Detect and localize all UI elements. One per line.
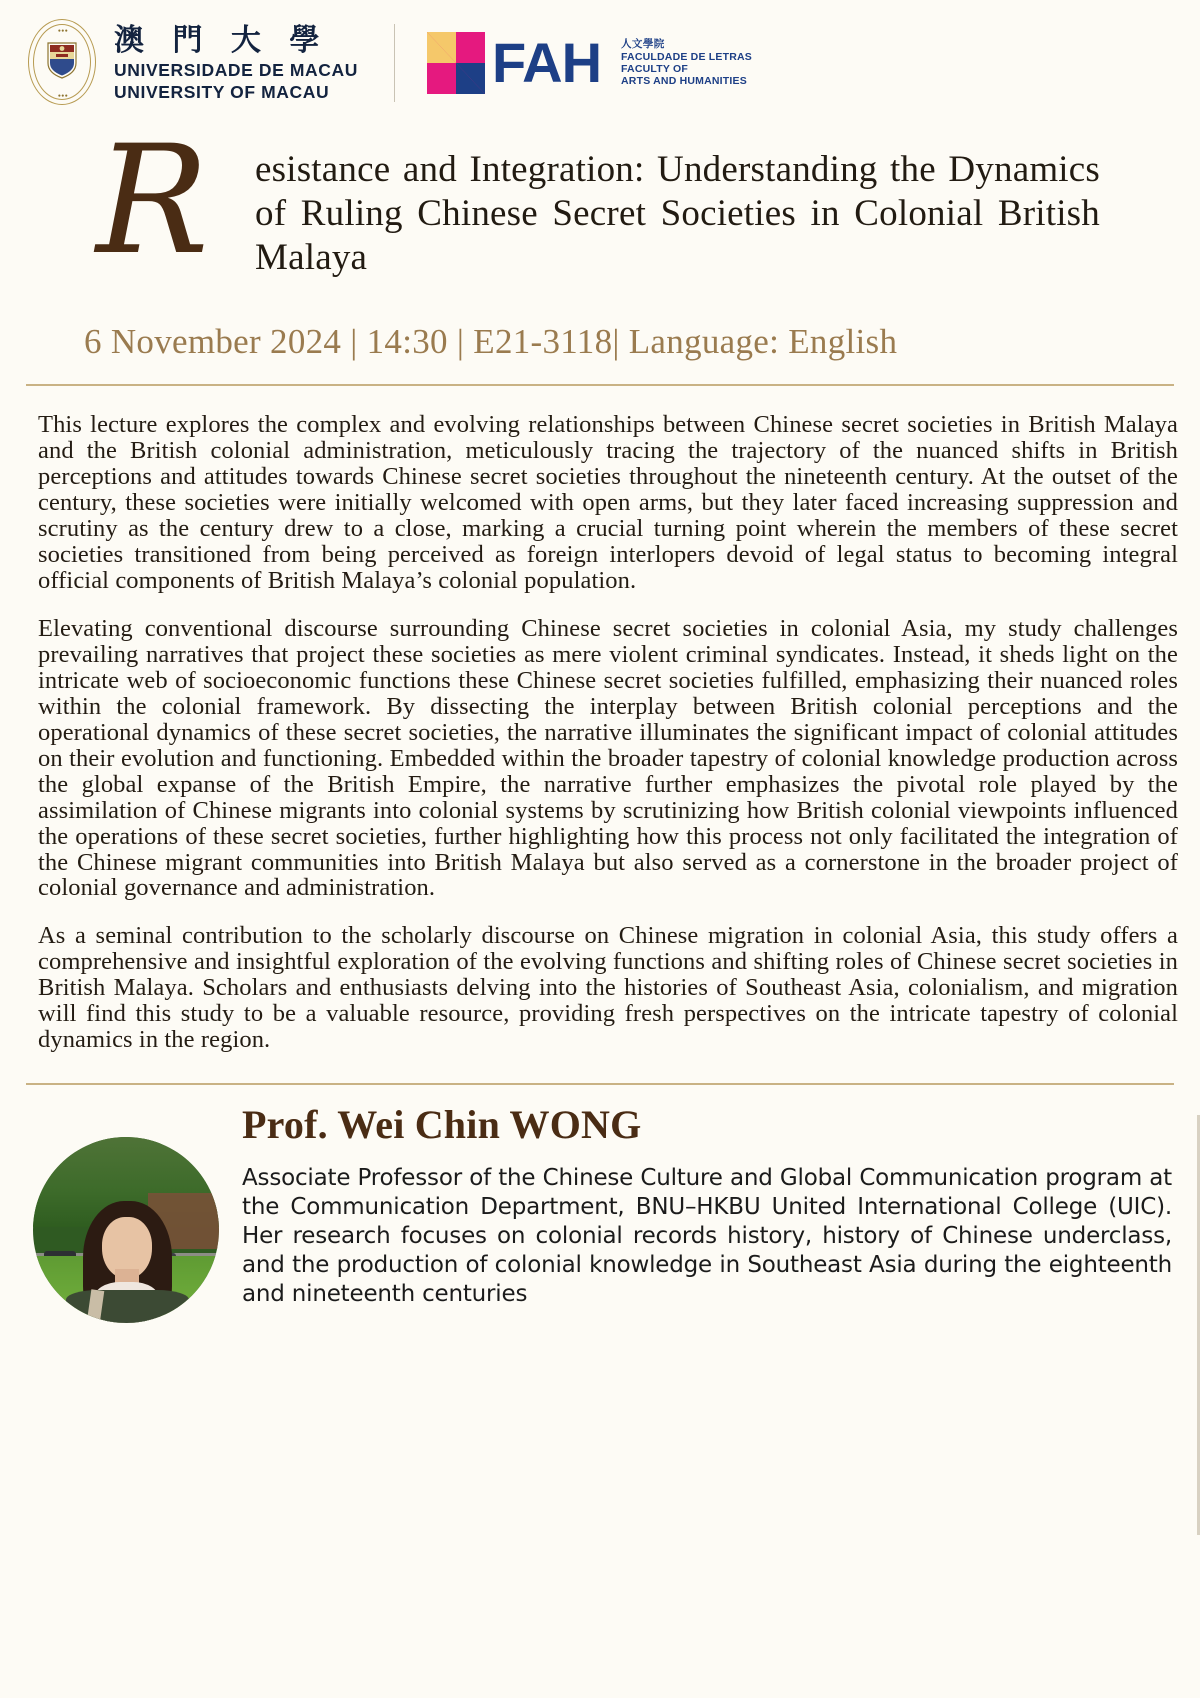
- abstract-paragraph-3: As a seminal contribution to the scholarly discourse on Chinese migration in colonial Asia, this study offers a comprehensive and insightful exploration of the evolving functions and shifting roles of Chinese secret societies in British Malaya. Scholars and enthusiasts delving into the histories of Southeast Asia, colonialism, and migration will find this study to be a valuable resource, providing fresh perspectives on the intricate tapestry of colonial dynamics in the region.: [38, 922, 1178, 1054]
- abstract-paragraph-1: This lecture explores the complex and evolving relationships between Chinese secret societies in British Malaya and the British colonial administration, meticulously tracing the trajectory of the nuanced shifts in British perceptions and attitudes towards Chinese secret societies throughout the nineteenth century. At the outset of the century, these societies were initially welcomed with open arms, but they later faced increasing suppression and scrutiny as the century drew to a close, marking a crucial turning point wherein the members of these secret societies transitioned from being perceived as foreign interlopers devoid of legal status to becoming integral official components of British Malaya’s colonial population.: [38, 411, 1178, 594]
- abstract-body: [0, 386, 1200, 1053]
- fah-wordmark: FAH: [492, 30, 602, 94]
- um-name-chinese: 澳 門 大 學: [114, 22, 329, 58]
- fah-name-chinese: 人文學院: [621, 38, 665, 51]
- speaker-portrait: [33, 1137, 219, 1323]
- speaker-info: [226, 1101, 1178, 1309]
- fah-name-portuguese: FACULDADE DE LETRAS: [621, 50, 752, 63]
- crest-shield-icon: [46, 39, 78, 79]
- crest-top-label: ●●●: [57, 29, 69, 34]
- fah-logo: [427, 32, 752, 94]
- crest-bottom-label: ●●●: [57, 94, 69, 99]
- fah-name-english-2: ARTS AND HUMANITIES: [621, 75, 747, 88]
- title-dropcap: R: [96, 114, 209, 288]
- logo-divider: [394, 24, 395, 102]
- um-name-english: UNIVERSITY OF MACAU: [114, 81, 330, 102]
- page-title: esistance and Integration: Understanding the Dynamics of Ruling Chinese Secret Societies in Colonial British Malaya: [255, 149, 1100, 279]
- speaker-name: Prof. Wei Chin WONG: [242, 1102, 642, 1148]
- um-name-portuguese: UNIVERSIDADE DE MACAU: [114, 60, 359, 81]
- university-crest-icon: [26, 17, 100, 109]
- header-logos: [0, 0, 1200, 100]
- event-details-line: 6 November 2024 | 14:30 | E21-3118| Language: English: [84, 322, 898, 361]
- speaker-bio: Associate Professor of the Chinese Culture and Global Communication program at the Communication Department, BNU–HKBU United International College (UIC). Her research focuses on colonial records history, history of Chinese underclass, and the production of colonial knowledge in Southeast Asia during the eighteenth and nineteenth centuries: [242, 1165, 1172, 1308]
- title-block: [0, 114, 1200, 288]
- fah-mark-icon: [427, 32, 485, 94]
- speaker-photo-wrap: [26, 1101, 226, 1323]
- speaker-section: [0, 1085, 1200, 1323]
- fah-name-english-1: FACULTY OF: [621, 63, 688, 75]
- university-of-macau-logo: [26, 17, 358, 109]
- abstract-paragraph-2: Elevating conventional discourse surrounding Chinese secret societies in colonial Asia, my study challenges prevailing narratives that project these societies as mere violent criminal syndicates. Instead, it sheds light on the intricate web of socioeconomic functions these Chinese secret societies fulfilled, emphasizing their nuanced roles within the colonial framework. By dissecting the interplay between British colonial perceptions and the operational dynamics of these secret societies, the narrative illuminates the significant impact of colonial attitudes on their evolution and functioning. Embedded within the broader tapestry of colonial knowledge production across the global expanse of the British Empire, the narrative further emphasizes the pivotal role played by the assimilation of Chinese migrants into colonial systems by scrutinizing how British colonial viewpoints influenced the operations of these secret societies, further highlighting how this process not only facilitated the integration of the Chinese migrant communities into British Malaya but also served as a cornerstone in the broader project of colonial governance and administration.: [38, 614, 1178, 902]
